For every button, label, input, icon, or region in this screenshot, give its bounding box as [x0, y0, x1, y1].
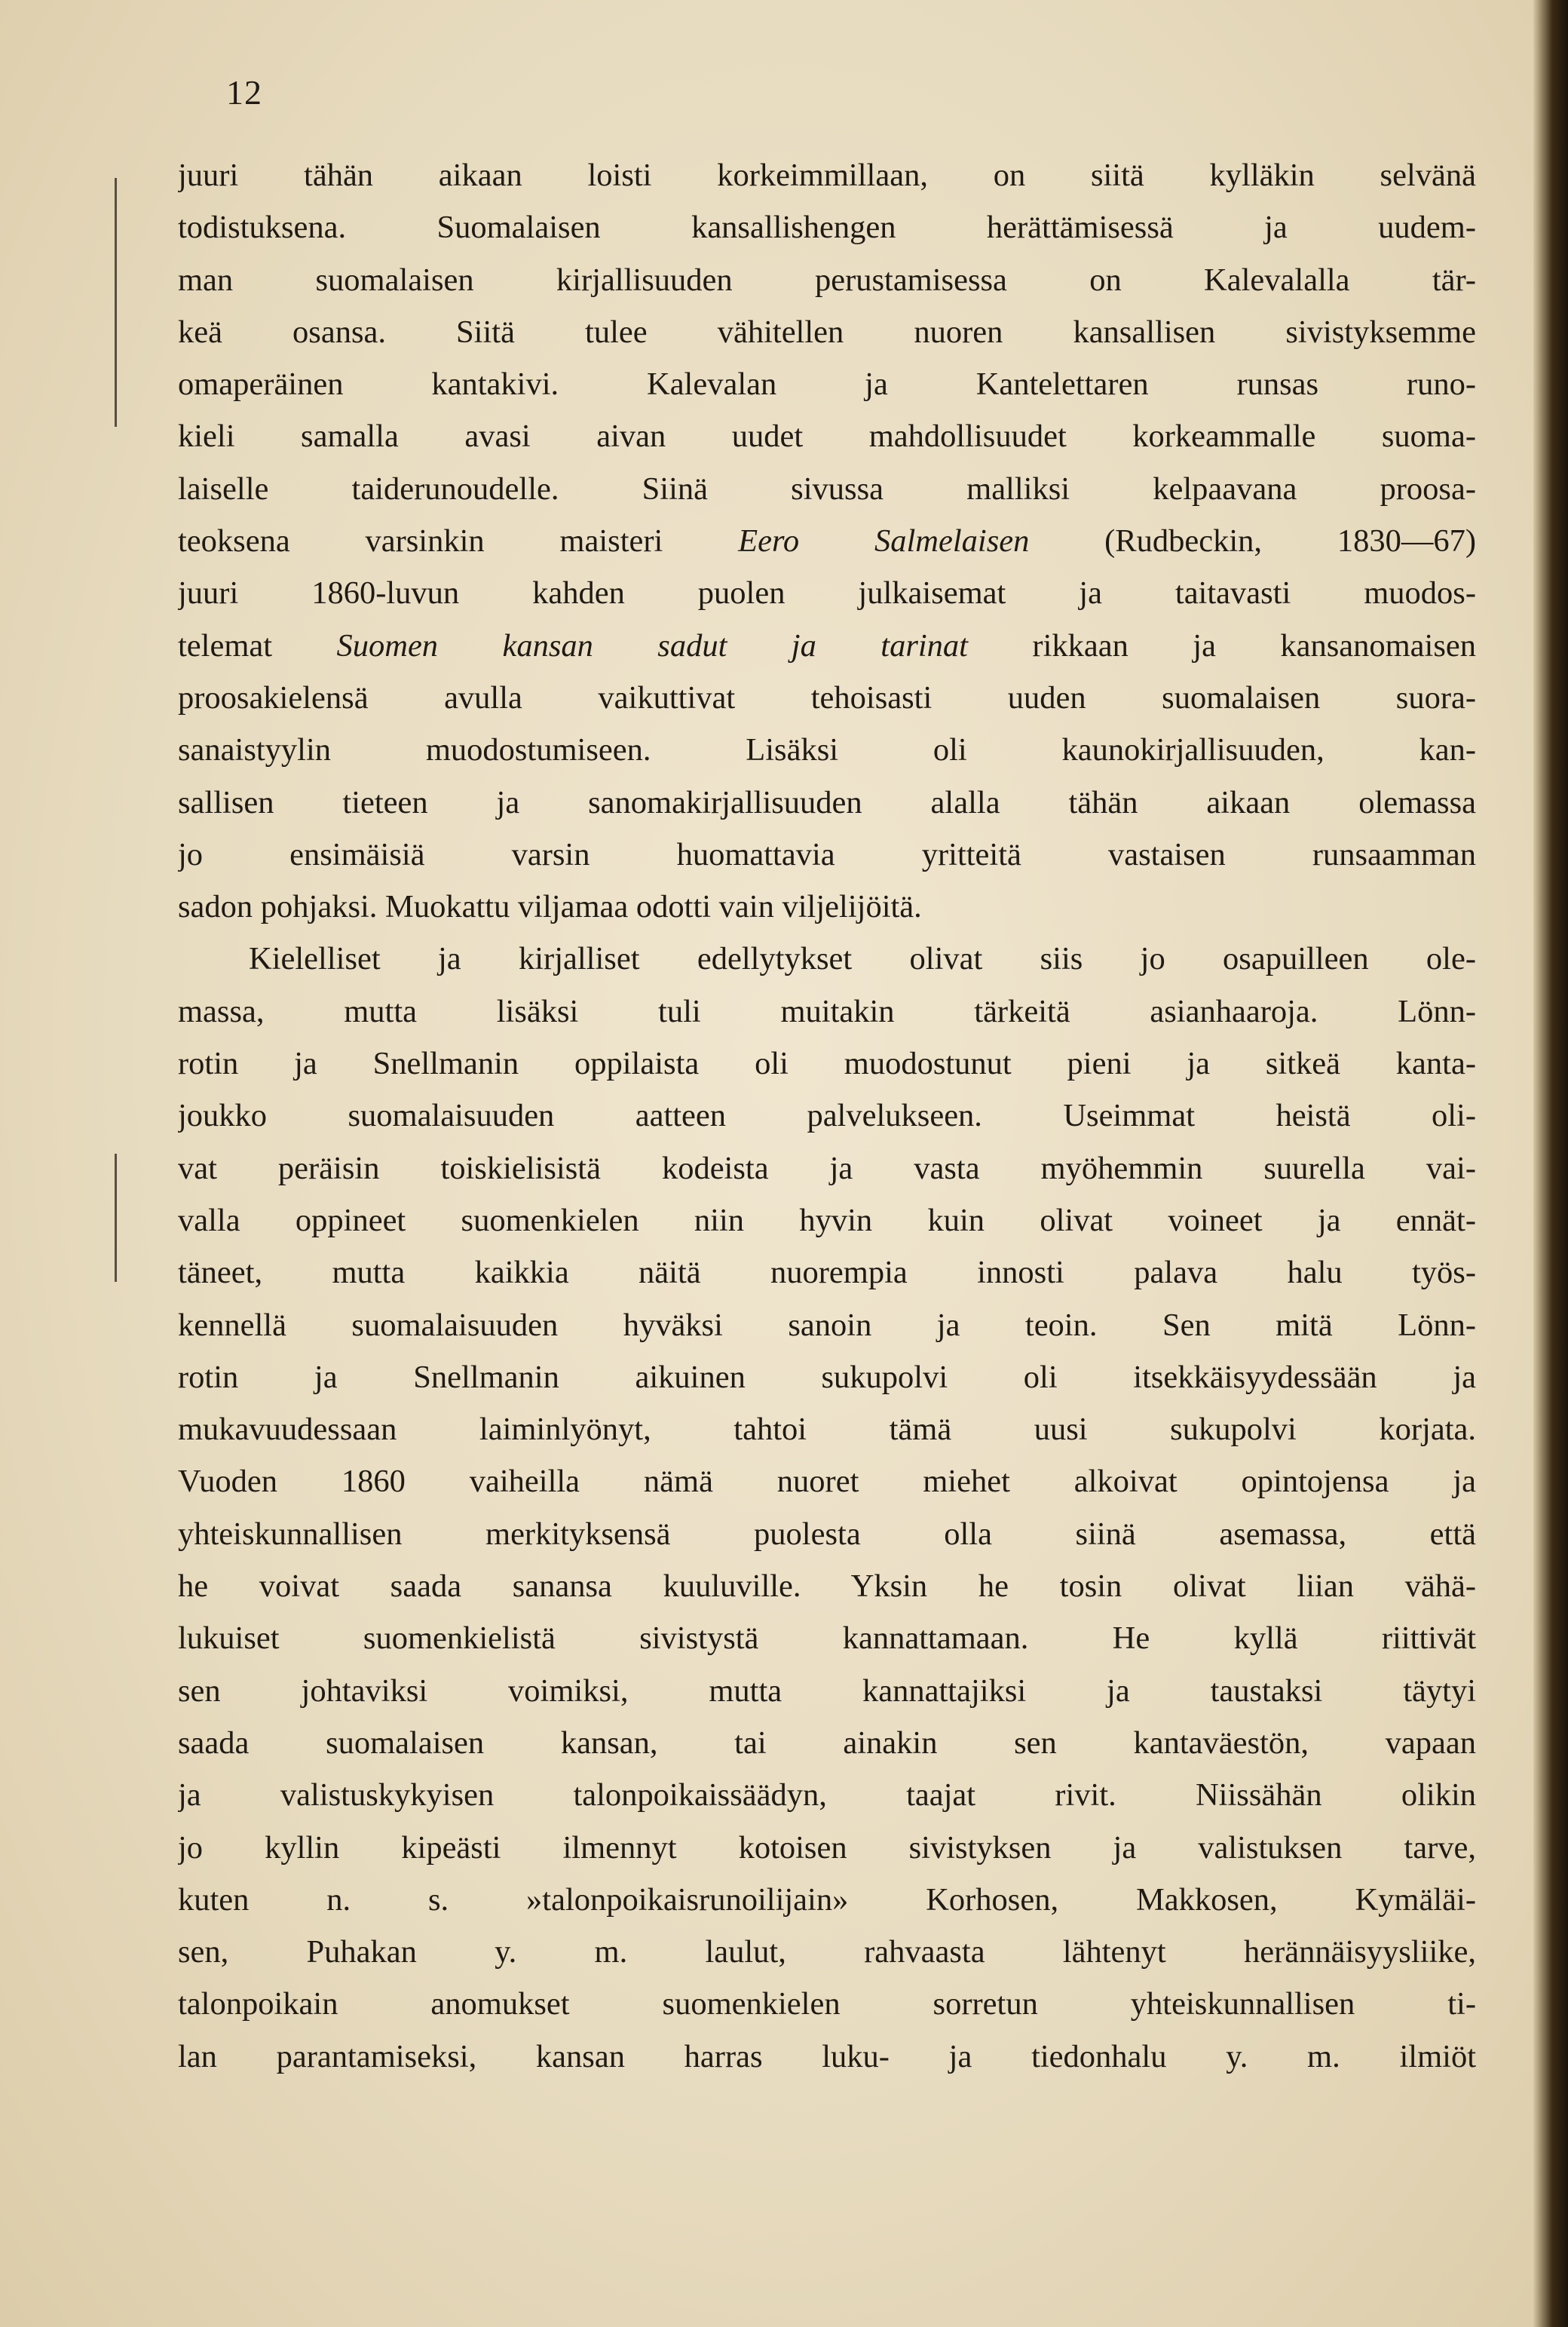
- text-line: sadon pohjaksi. Muokattu viljamaa odotti vain viljelijöitä.: [178, 889, 922, 925]
- text-line: yhteiskunnallisen merkityksensä puolesta olla siinä asemassa, että: [178, 1516, 1476, 1552]
- text-line: lan parantamiseksi, kansan harras luku- ja tiedonhalu y. m. ilmiöt: [178, 2038, 1476, 2074]
- text-line: juuri tähän aikaan loisti korkeimmillaan, on siitä kylläkin selvänä: [178, 158, 1476, 193]
- text-line: saada suomalaisen kansan, tai ainakin sen kantaväestön, vapaan: [178, 1725, 1476, 1761]
- text-line: mukavuudessaan laiminlyönyt, tahtoi tämä uusi sukupolvi korjata.: [178, 1412, 1476, 1448]
- text-line: kieli samalla avasi aivan uudet mahdollisuudet korkeammalle suoma-: [178, 418, 1476, 455]
- text-line: omaperäinen kantakivi. Kalevalan ja Kantelettaren runsas runo-: [178, 366, 1476, 403]
- text-line: talonpoikain anomukset suomenkielen sorretun yhteiskunnallisen ti-: [178, 1986, 1476, 2022]
- italic-title: Eero Salmelaisen: [738, 523, 1030, 560]
- text-line: jo kyllin kipeästi ilmennyt kotoisen sivistyksen ja valistuksen tarve,: [178, 1829, 1476, 1866]
- text-line: jo ensimäisiä varsin huomattavia yritteitä vastaisen runsaamman: [178, 836, 1476, 872]
- text-line: proosakielensä avulla vaikuttivat tehoisasti uuden suomalaisen suora-: [178, 679, 1476, 716]
- text-line: rotin ja Snellmanin aikuinen sukupolvi oli itsekkäisyydessään ja: [178, 1359, 1476, 1395]
- paragraph-first-line: Kielelliset ja kirjalliset edellytykset olivat siis jo osapuilleen ole-: [249, 941, 1476, 977]
- text-line: Vuoden 1860 vaiheilla nämä nuoret miehet alkoivat opintojensa ja: [178, 1464, 1476, 1500]
- text-line: laiselle taiderunoudelle. Siinä sivussa malliksi kelpaavana proosa-: [178, 471, 1476, 507]
- text-line: lukuiset suomenkielistä sivistystä kannattamaan. He kyllä riittivät: [178, 1620, 1476, 1657]
- text-line: telemat Suomen kansan sadut ja tarinat rikkaan ja kansanomaisen: [178, 627, 1476, 664]
- text-line: rotin ja Snellmanin oppilaista oli muodostunut pieni ja sitkeä kanta-: [178, 1046, 1476, 1082]
- text-line: man suomalaisen kirjallisuuden perustamisessa on Kalevalalla tär-: [178, 262, 1476, 298]
- text-line: keä osansa. Siitä tulee vähitellen nuoren kansallisen sivistyksemme: [178, 314, 1476, 350]
- text-line: sen, Puhakan y. m. laulut, rahvaasta lähtenyt herännäisyysliike,: [178, 1934, 1476, 1970]
- page-number: 12: [226, 73, 262, 112]
- text-line: joukko suomalaisuuden aatteen palvelukseen. Useimmat heistä oli-: [178, 1098, 1476, 1134]
- text-line: valla oppineet suomenkielen niin hyvin kuin olivat voineet ja ennät-: [178, 1202, 1476, 1238]
- page-binding-edge: [1533, 0, 1568, 2327]
- text-line: sen johtaviksi voimiksi, mutta kannattajiksi ja taustaksi täytyi: [178, 1672, 1476, 1709]
- text-line: todistuksena. Suomalaisen kansallishengen herättämisessä ja uudem-: [178, 210, 1476, 246]
- text-line: teoksena varsinkin maisteri Eero Salmelaisen (Rudbeckin, 1830—67): [178, 523, 1476, 560]
- text-line: täneet, mutta kaikkia näitä nuorempia innosti palava halu työs-: [178, 1255, 1476, 1291]
- text-line: kennellä suomalaisuuden hyväksi sanoin ja teoin. Sen mitä Lönn-: [178, 1307, 1476, 1343]
- text-line: massa, mutta lisäksi tuli muitakin tärkeitä asianhaaroja. Lönn-: [178, 993, 1476, 1029]
- text-line: kuten n. s. »talonpoikaisrunoilijain» Korhosen, Makkosen, Kymäläi-: [178, 1881, 1476, 1918]
- margin-pencil-mark: [115, 1154, 117, 1282]
- text-line: sanaistyylin muodostumiseen. Lisäksi oli kaunokirjallisuuden, kan-: [178, 732, 1476, 768]
- text-line: he voivat saada sanansa kuuluville. Yksin he tosin olivat liian vähä-: [178, 1568, 1476, 1605]
- margin-pencil-mark: [115, 178, 117, 427]
- italic-title: Suomen kansan sadut ja tarinat: [336, 627, 968, 664]
- text-line: juuri 1860-luvun kahden puolen julkaisemat ja taitavasti muodos-: [178, 575, 1476, 612]
- text-line: ja valistuskykyisen talonpoikaissäädyn, taajat rivit. Niissähän olikin: [178, 1777, 1476, 1813]
- text-line: sallisen tieteen ja sanomakirjallisuuden alalla tähän aikaan olemassa: [178, 784, 1476, 820]
- body-text: [178, 149, 1476, 2083]
- text-line: vat peräisin toiskielisistä kodeista ja vasta myöhemmin suurella vai-: [178, 1150, 1476, 1186]
